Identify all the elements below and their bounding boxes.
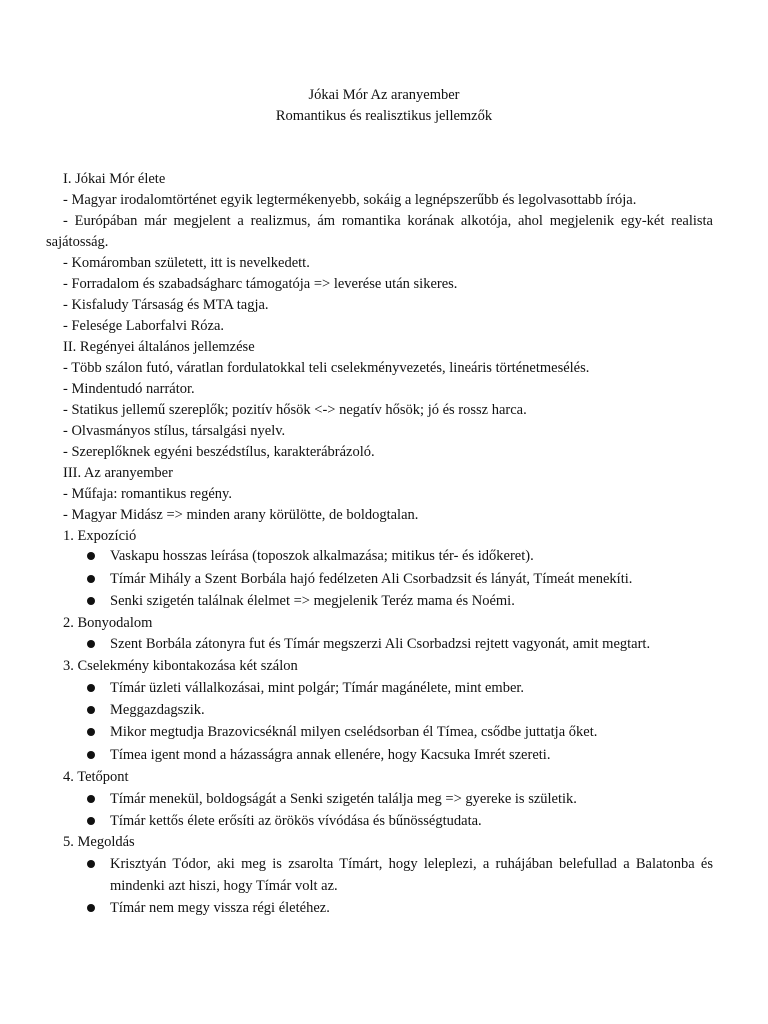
- section-heading-aranyember: III. Az aranyember: [63, 465, 173, 481]
- text-line: - Olvasmányos stílus, társalgási nyelv.: [63, 423, 286, 439]
- document-title: Jókai Mór Az aranyember: [308, 87, 460, 103]
- bullet-dot: [87, 728, 95, 736]
- text-line: - Forradalom és szabadságharc támogatója => leverése után sikeres.: [63, 276, 458, 292]
- subsection-heading-development: 3. Cselekmény kibontakozása két szálon: [63, 658, 298, 674]
- text-line: - Mindentudó narrátor.: [63, 381, 195, 397]
- text-line: - Kisfaludy Társaság és MTA tagja.: [63, 297, 269, 313]
- text-line: - Szereplőknek egyéni beszédstílus, karakterábrázoló.: [63, 444, 375, 460]
- text-line: - Komáromban született, itt is nevelkedett.: [63, 255, 310, 271]
- section-heading-life: I. Jókai Mór élete: [63, 171, 166, 187]
- bullet-dot: [87, 904, 95, 912]
- bullet-dot: [87, 860, 95, 868]
- bullet-item: Vaskapu hosszas leírása (toposzok alkalmazása; mitikus tér- és időkeret).: [110, 548, 534, 564]
- text-line: - Felesége Laborfalvi Róza.: [63, 318, 225, 334]
- bullet-item: Tímár menekül, boldogságát a Senki szigetén találja meg => gyereke is születik.: [110, 791, 577, 807]
- bullet-item: Szent Borbála zátonyra fut és Tímár megszerzi Ali Csorbadzsi rejtett vagyonát, amit megtart.: [110, 636, 651, 652]
- subsection-heading-resolution: 5. Megoldás: [63, 834, 135, 850]
- bullet-item: Tímár üzleti vállalkozásai, mint polgár; Tímár magánélete, mint ember.: [110, 680, 525, 696]
- bullet-dot: [87, 795, 95, 803]
- subsection-heading-climax: 4. Tetőpont: [63, 769, 129, 785]
- bullet-item: Tímár kettős élete erősíti az örökös vívódása és bűnösségtudata.: [110, 813, 482, 829]
- bullet-item: Tímár Mihály a Szent Borbála hajó fedélzeten Ali Csorbadzsit és lányát, Tímeát menekíti.: [110, 571, 633, 587]
- text-paragraph: - Európában már megjelent a realizmus, ám romantika korának alkotója, ahol megjelenik egy-két realista sajátosság.: [46, 213, 713, 250]
- text-line: - Magyar Midász => minden arany körülötte, de boldogtalan.: [63, 507, 419, 523]
- document-subtitle: Romantikus és realisztikus jellemzők: [275, 108, 493, 124]
- bullet-dot: [87, 817, 95, 825]
- bullet-dot: [87, 597, 95, 605]
- subsection-heading-exposition: 1. Expozíció: [63, 528, 137, 544]
- section-heading-novels: II. Regényei általános jellemzése: [63, 339, 255, 355]
- bullet-dot: [87, 552, 95, 560]
- bullet-item: Meggazdagszik.: [110, 702, 205, 718]
- subsection-heading-complication: 2. Bonyodalom: [63, 615, 153, 631]
- bullet-item: Krisztyán Tódor, aki meg is zsarolta Tímárt, hogy leleplezi, a ruhájában belefullad a Balatonba és mindenki azt hiszi, hogy Tímár volt az.: [110, 856, 713, 894]
- text-line: - Műfaja: romantikus regény.: [63, 486, 232, 502]
- bullet-dot: [87, 640, 95, 648]
- bullet-item: Tímea igent mond a házasságra annak ellenére, hogy Kacsuka Imrét szereti.: [110, 747, 551, 763]
- bullet-dot: [87, 575, 95, 583]
- bullet-dot: [87, 706, 95, 714]
- bullet-item: Senki szigetén találnak élelmet => megjelenik Teréz mama és Noémi.: [110, 593, 515, 609]
- bullet-dot: [87, 751, 95, 759]
- bullet-item: Tímár nem megy vissza régi életéhez.: [110, 900, 330, 916]
- text-line: - Statikus jellemű szereplők; pozitív hősök <-> negatív hősök; jó és rossz harca.: [63, 402, 527, 418]
- bullet-dot: [87, 684, 95, 692]
- text-line: - Magyar irodalomtörténet egyik legtermékenyebb, sokáig a legnépszerűbb és legolvasottabb írója.: [63, 192, 637, 208]
- text-line: - Több szálon futó, váratlan fordulatokkal teli cselekményvezetés, lineáris történetmesélés.: [63, 360, 590, 376]
- bullet-item: Mikor megtudja Brazovicséknál milyen cselédsorban él Tímea, csődbe juttatja őket.: [110, 724, 598, 740]
